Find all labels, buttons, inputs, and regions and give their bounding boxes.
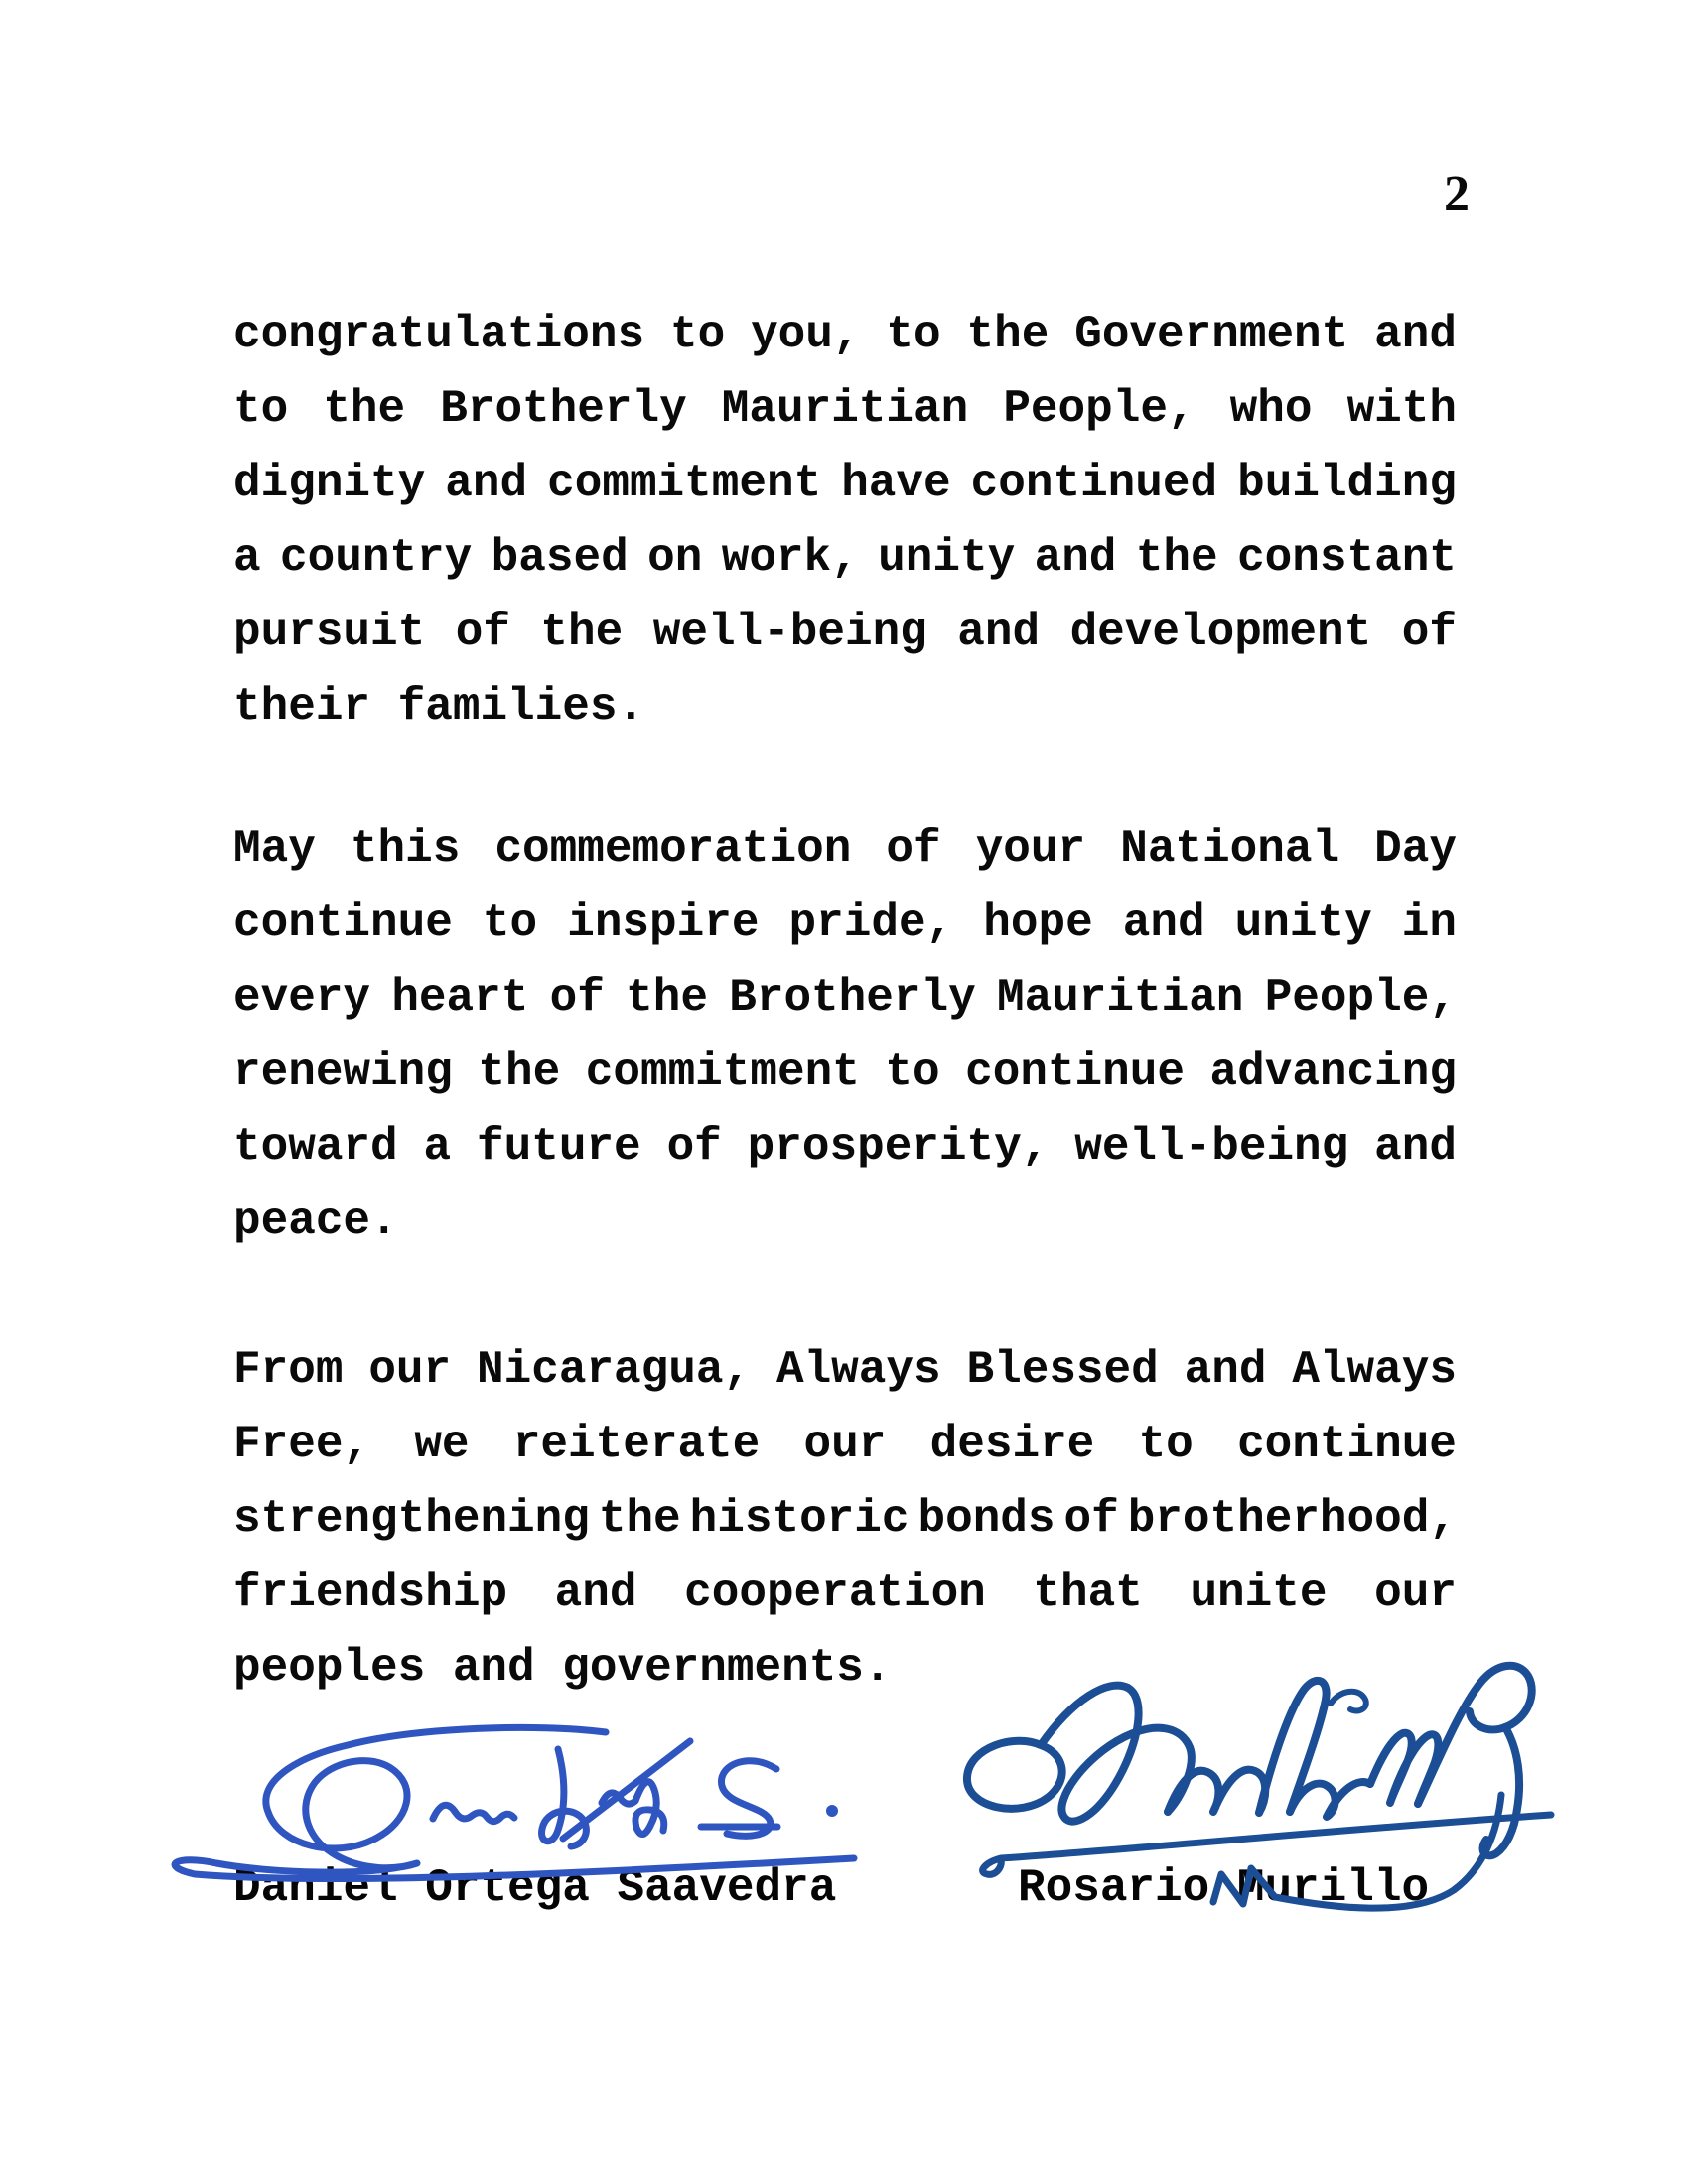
text-line	[233, 298, 1457, 372]
word: work,	[721, 532, 859, 584]
paragraph	[233, 298, 1457, 745]
word: of	[886, 823, 941, 875]
word: Always	[1292, 1344, 1457, 1396]
word: Nicaragua,	[477, 1344, 752, 1396]
word: continue	[1237, 1419, 1457, 1470]
text-line	[233, 1408, 1457, 1482]
word: Day	[1374, 823, 1457, 875]
word: historic	[689, 1493, 910, 1545]
word: peoples	[233, 1642, 426, 1694]
word: governments.	[562, 1642, 892, 1694]
word: unite	[1190, 1568, 1328, 1619]
word: renewing	[233, 1046, 453, 1098]
letter-body	[233, 298, 1457, 1706]
word: based	[491, 532, 629, 584]
word: dignity	[233, 458, 426, 509]
word: unity	[1234, 897, 1372, 949]
text-line	[233, 1035, 1457, 1110]
word: From	[233, 1344, 344, 1396]
text-line	[233, 961, 1457, 1035]
word: our	[803, 1419, 887, 1470]
word: to	[233, 383, 289, 435]
word: their	[233, 681, 371, 733]
word: the	[478, 1046, 561, 1098]
paragraph-gap	[233, 745, 1457, 812]
word: of	[666, 1121, 722, 1172]
word: unity	[878, 532, 1016, 584]
word: brotherhood,	[1127, 1493, 1457, 1545]
word: pride,	[788, 897, 954, 949]
word: Blessed	[966, 1344, 1159, 1396]
word: the	[323, 383, 406, 435]
word: commitment	[547, 458, 822, 509]
word: advancing	[1209, 1046, 1457, 1098]
word: and	[1034, 532, 1117, 584]
word: Mauritian	[996, 972, 1244, 1024]
word: prosperity,	[747, 1121, 1050, 1172]
word: continued	[970, 458, 1218, 509]
word: who	[1229, 383, 1313, 435]
text-line	[233, 1482, 1457, 1557]
word: continue	[233, 897, 453, 949]
word: People,	[1264, 972, 1457, 1024]
text-line	[233, 670, 1457, 745]
text-line	[233, 596, 1457, 670]
word: of	[549, 972, 605, 1024]
word: our	[1374, 1568, 1457, 1619]
text-line	[233, 372, 1457, 447]
word: you,	[751, 309, 861, 360]
word: with	[1346, 383, 1457, 435]
text-line	[233, 1184, 1457, 1259]
word: Government	[1074, 309, 1349, 360]
word: that	[1033, 1568, 1143, 1619]
text-line	[233, 812, 1457, 887]
word: pursuit	[233, 607, 426, 658]
word: Always	[775, 1344, 941, 1396]
word: to	[669, 309, 726, 360]
word: of	[1401, 607, 1457, 658]
word: bonds	[917, 1493, 1055, 1545]
word: have	[841, 458, 951, 509]
paragraph-gap	[233, 1259, 1457, 1333]
word: Brotherly	[729, 972, 976, 1024]
word: to	[1138, 1419, 1194, 1470]
signer-name-daniel-ortega: Daniel Ortega Saavedra	[233, 1862, 837, 1914]
word: the	[540, 607, 624, 658]
word: desire	[929, 1419, 1095, 1470]
word: hope	[983, 897, 1093, 949]
text-line	[233, 1631, 1457, 1706]
word: and	[1122, 897, 1205, 949]
text-line	[233, 447, 1457, 521]
signer-name-rosario-murillo: Rosario Murillo	[1018, 1862, 1430, 1914]
word: May	[233, 823, 316, 875]
paragraph	[233, 1333, 1457, 1706]
word: friendship	[233, 1568, 508, 1619]
word: to	[885, 1046, 940, 1098]
paragraph	[233, 812, 1457, 1259]
page-number: 2	[1444, 166, 1470, 222]
word: and	[1184, 1344, 1267, 1396]
text-line	[233, 1110, 1457, 1184]
word: country	[280, 532, 473, 584]
word: cooperation	[684, 1568, 986, 1619]
word: of	[1063, 1493, 1119, 1545]
word: National	[1120, 823, 1340, 875]
word: and	[957, 607, 1041, 658]
text-line	[233, 887, 1457, 961]
word: every	[233, 972, 371, 1024]
word: Mauritian	[721, 383, 969, 435]
word: congratulations	[233, 309, 645, 360]
word: People,	[1003, 383, 1196, 435]
word: well-being	[652, 607, 927, 658]
word: your	[975, 823, 1086, 875]
word: we	[414, 1419, 470, 1470]
text-line	[233, 1557, 1457, 1631]
word: inspire	[567, 897, 760, 949]
word: the	[598, 1493, 681, 1545]
word: our	[368, 1344, 452, 1396]
word: Free,	[233, 1419, 371, 1470]
word: commitment	[585, 1046, 860, 1098]
word: this	[350, 823, 461, 875]
word: future	[477, 1121, 641, 1172]
word: and	[1374, 1121, 1457, 1172]
word: on	[647, 532, 703, 584]
word: the	[1135, 532, 1218, 584]
text-line	[233, 1333, 1457, 1408]
word: families.	[397, 681, 645, 733]
word: the	[966, 309, 1050, 360]
word: and	[1374, 309, 1457, 360]
text-line	[233, 521, 1457, 596]
word: toward	[233, 1121, 398, 1172]
word: strengthening	[233, 1493, 590, 1545]
word: a	[423, 1121, 452, 1172]
word: to	[482, 897, 538, 949]
word: development	[1069, 607, 1372, 658]
word: of	[455, 607, 510, 658]
signature-period-dot	[826, 1805, 838, 1817]
word: and	[554, 1568, 637, 1619]
word: peace.	[233, 1195, 398, 1247]
word: a	[233, 532, 261, 584]
word: reiterate	[512, 1419, 761, 1470]
word: constant	[1237, 532, 1457, 584]
word: and	[452, 1642, 535, 1694]
word: building	[1237, 458, 1457, 509]
word: and	[445, 458, 528, 509]
word: Brotherly	[440, 383, 687, 435]
word: continue	[965, 1046, 1185, 1098]
word: to	[886, 309, 941, 360]
word: heart	[391, 972, 529, 1024]
word: the	[626, 972, 708, 1024]
word: well-being	[1074, 1121, 1349, 1172]
word: in	[1401, 897, 1457, 949]
word: commemoration	[494, 823, 852, 875]
